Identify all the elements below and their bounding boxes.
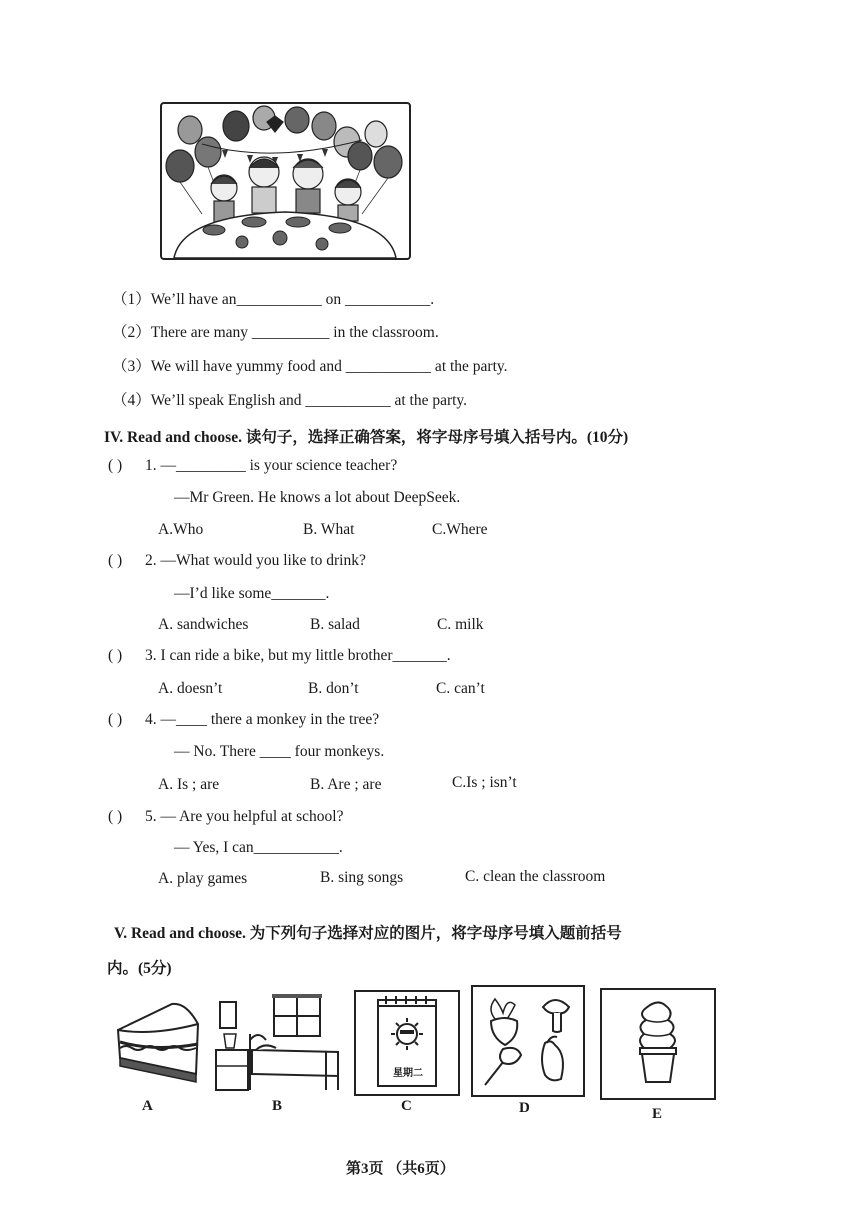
question-2-answer: —I’d like some_______. bbox=[174, 585, 330, 602]
q1-option-a: A.Who bbox=[158, 521, 204, 538]
q3-option-b: B. don’t bbox=[308, 680, 359, 697]
picture-label-a: A bbox=[142, 1098, 153, 1114]
picture-label-b: B bbox=[272, 1098, 283, 1114]
item-number: （4） bbox=[112, 392, 151, 409]
section-v-title-line1: V. Read and choose. 为下列句子选择对应的图片，将字母序号填入题前括号 bbox=[114, 925, 622, 942]
q2-option-c: C. milk bbox=[437, 616, 484, 633]
calendar-sun-icon bbox=[354, 990, 460, 1096]
question-5-bracket[interactable]: ( ) bbox=[108, 808, 123, 825]
question-5-answer: — Yes, I can___________. bbox=[174, 839, 343, 856]
item-text: We’ll speak English and ___________ at the party. bbox=[150, 392, 468, 409]
picture-label-c: C bbox=[401, 1098, 412, 1114]
ice-cream-icon bbox=[600, 988, 716, 1100]
question-3-bracket[interactable]: ( ) bbox=[108, 647, 123, 664]
question-1-answer: —Mr Green. He knows a lot about DeepSeek. bbox=[174, 489, 461, 506]
question-2-stem: 2. —What would you like to drink? bbox=[145, 552, 366, 569]
page-number: 第3页 （共6页） bbox=[346, 1161, 455, 1177]
item-number: （3） bbox=[112, 358, 151, 375]
calendar-weekday-text: 星期二 bbox=[393, 1068, 423, 1079]
section-iv-title: IV. Read and choose. 读句子，选择正确答案，将字母序号填入括号内。(10分) bbox=[104, 429, 629, 446]
q4-option-b: B. Are ; are bbox=[310, 776, 382, 793]
q4-option-a: A. Is ; are bbox=[158, 776, 220, 793]
question-3-stem: 3. I can ride a bike, but my little brother_______. bbox=[145, 647, 451, 664]
q3-option-c: C. can’t bbox=[436, 680, 485, 697]
item-text: There are many __________ in the classroom. bbox=[150, 324, 439, 341]
picture-label-d: D bbox=[519, 1100, 530, 1116]
q5-option-b: B. sing songs bbox=[320, 869, 404, 886]
fill-item-4 bbox=[112, 388, 467, 410]
bedroom-icon bbox=[214, 994, 342, 1094]
question-5-stem: 5. — Are you helpful at school? bbox=[145, 808, 344, 825]
section-v-title-line2: 内。(5分) bbox=[107, 960, 172, 977]
question-4-stem: 4. —____ there a monkey in the tree? bbox=[145, 711, 380, 728]
party-picture bbox=[160, 102, 411, 260]
q5-option-a: A. play games bbox=[158, 870, 248, 887]
q1-option-c: C.Where bbox=[432, 521, 488, 538]
question-2-bracket[interactable]: ( ) bbox=[108, 552, 123, 569]
question-4-bracket[interactable]: ( ) bbox=[108, 711, 123, 728]
q2-option-a: A. sandwiches bbox=[158, 616, 249, 633]
item-text: We’ll have an___________ on ___________. bbox=[150, 291, 435, 308]
q3-option-a: A. doesn’t bbox=[158, 680, 223, 697]
question-1-stem: 1. —_________ is your science teacher? bbox=[145, 457, 398, 474]
q2-option-b: B. salad bbox=[310, 616, 360, 633]
vegetables-icon bbox=[471, 985, 585, 1097]
question-1-bracket[interactable]: ( ) bbox=[108, 457, 123, 474]
q5-option-c: C. clean the classroom bbox=[465, 868, 606, 885]
fill-item-2 bbox=[112, 320, 439, 342]
party-illustration bbox=[162, 104, 409, 258]
item-number: （1） bbox=[112, 291, 151, 308]
q4-option-c: C.Is ; isn’t bbox=[452, 774, 517, 791]
q1-option-b: B. What bbox=[303, 521, 355, 538]
item-text: We will have yummy food and ___________ at the party. bbox=[150, 358, 508, 375]
fill-item-3 bbox=[112, 354, 508, 376]
item-number: （2） bbox=[112, 324, 151, 341]
question-4-answer: — No. There ____ four monkeys. bbox=[174, 743, 385, 760]
picture-label-e: E bbox=[652, 1106, 663, 1122]
fill-item-1 bbox=[112, 287, 434, 309]
sandwich-icon bbox=[112, 1000, 206, 1088]
